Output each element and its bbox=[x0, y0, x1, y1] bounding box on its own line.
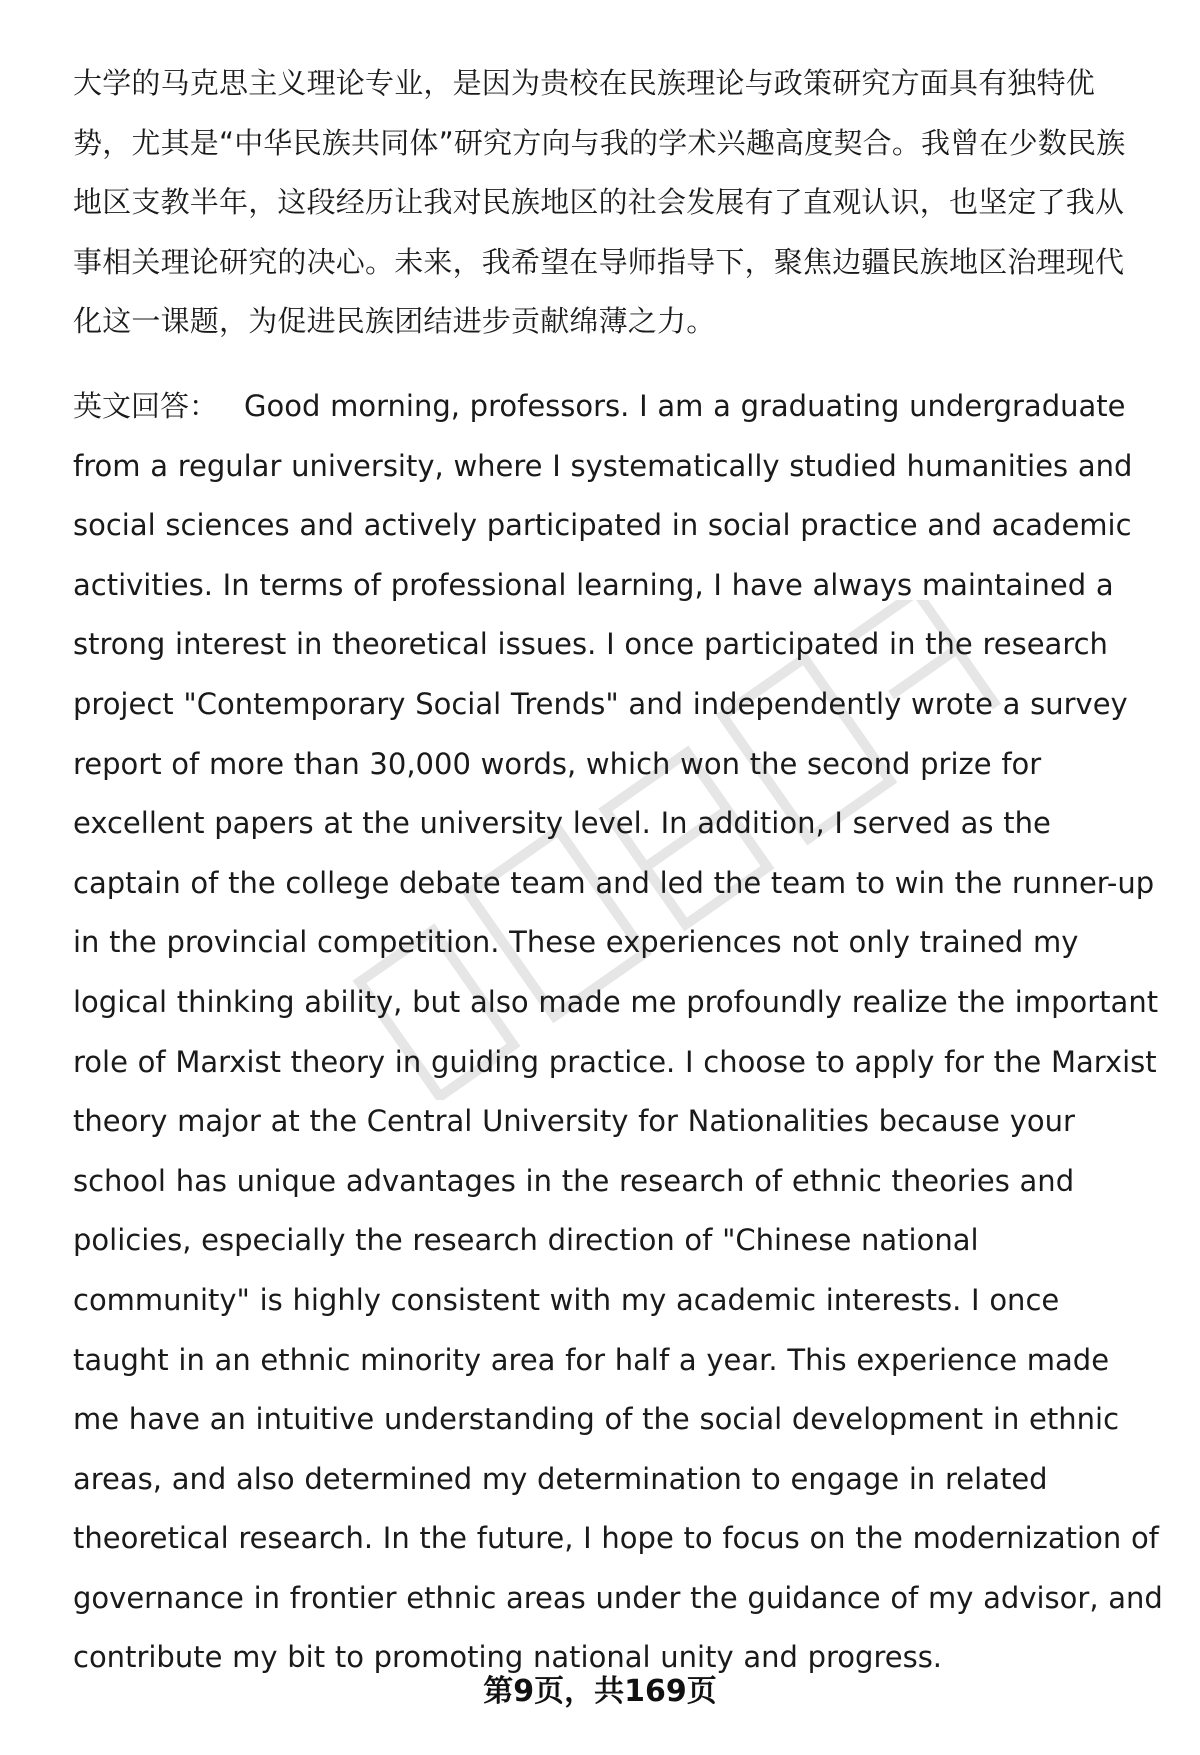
english-answer-text: Good morning, professors. I am a graduating undergraduate from a regular university, where I systematically studied humanities and social sciences and actively participated in social practice and academic activities. In terms of professional learning, I have always maintained a strong interest in theoretical issues. I once participated in the research project "Contemporary Social Trends" and independently wrote a survey report of more than 30,000 words, which won the second prize for excellent papers at the university level. In addition, I served as the captain of the college debate team and led the team to win the runner-up in the provincial competition. These experiences not only trained my logical thinking ability, but also made me profoundly realize the important role of Marxist theory in guiding practice. I choose to apply for the Marxist theory major at the Central University for Nationalities because your school has unique advantages in the research of ethnic theories and policies, especially the research direction of "Chinese national community" is highly consistent with my academic interests. I once taught in an ethnic minority area for half a year. This experience made me have an intuitive understanding of the social development in ethnic areas, and also determined my determination to engage in related theoretical research. In the future, I hope to focus on the modernization of governance in frontier ethnic areas under the guidance of my advisor, and contribute my bit to promoting national unity and progress. bbox=[73, 389, 1163, 1675]
page-number-footer: 第9页，共169页 bbox=[483, 1674, 717, 1709]
chinese-answer-paragraph: 大学的马克思主义理论专业，是因为贵校在民族理论与政策研究方面具有独特优势，尤其是“中华民族共同体”研究方向与我的学术兴趣高度契合。我曾在少数民族地区支教半年，这段经历让我对民族地区的社会发展有了直观认识，也坚定了我从事相关理论研究的决心。未来，我希望在导师指导下，聚焦边疆民族地区治理现代化这一课题，为促进民族团结进步贡献绵薄之力。 bbox=[73, 66, 1126, 338]
english-answer-label: 英文回答： bbox=[73, 389, 219, 423]
english-answer-paragraph bbox=[73, 377, 1163, 1688]
